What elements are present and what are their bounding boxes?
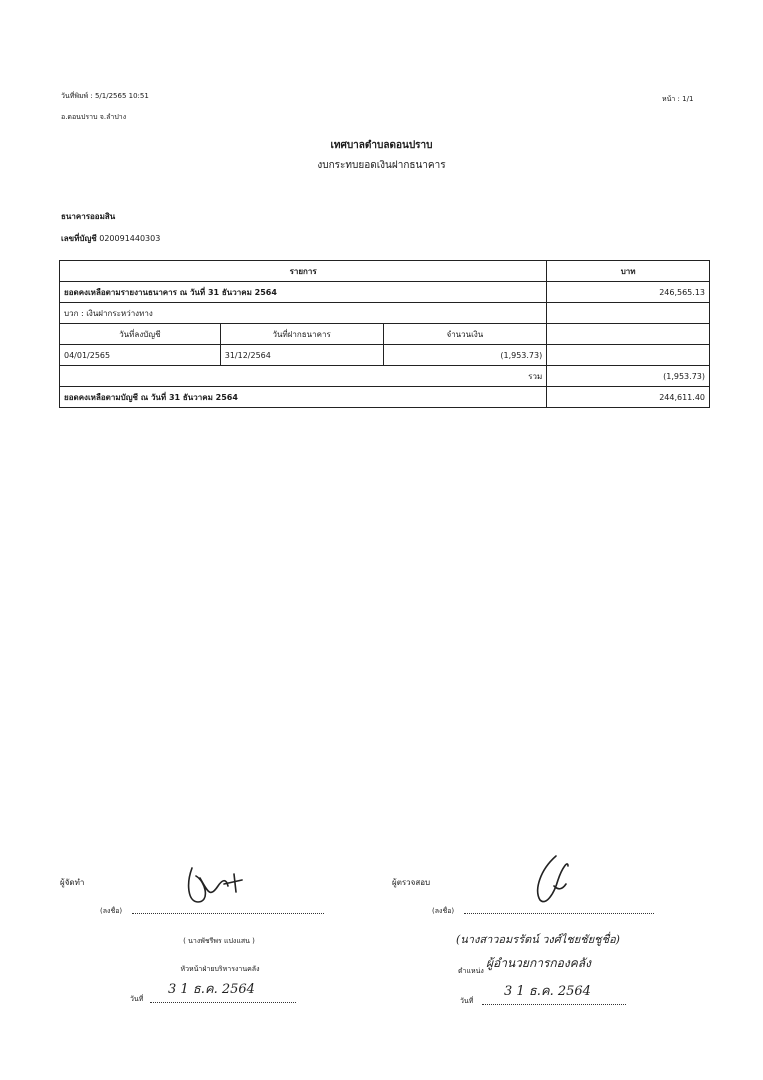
page-subtitle: งบกระทบยอดเงินฝากธนาคาร: [317, 160, 446, 171]
location: อ.ดอนปราบ จ.ลำปาง: [61, 113, 127, 121]
header-baht: บาท: [547, 261, 710, 282]
subheader-posting-date: วันที่ลงบัญชี: [60, 324, 221, 345]
reconciliation-table: [59, 260, 710, 408]
total-label: รวม: [60, 366, 547, 387]
subheader-deposit-date: วันที่ฝากธนาคาร: [220, 324, 383, 345]
total-amount: (1,953.73): [547, 366, 710, 387]
table-header-row: [60, 261, 710, 282]
reviewer-date-prefix: วันที่: [460, 997, 474, 1005]
preparer-date-prefix: วันที่: [130, 995, 144, 1003]
empty-cell: [547, 345, 710, 366]
reviewer-position: ผู้อำนวยการกองคลัง: [486, 956, 591, 970]
section-row: [60, 303, 710, 324]
account-label: เลขที่บัญชี: [61, 234, 97, 243]
closing-amount: 244,611.40: [547, 387, 710, 408]
sub-header-row: [60, 324, 710, 345]
reviewer-position-prefix: ตำแหน่ง: [458, 967, 484, 975]
preparer-sign-line: [132, 913, 324, 914]
deposit-date: 31/12/2564: [220, 345, 383, 366]
reviewer-date: 3 1 ธ.ค. 2564: [504, 984, 591, 999]
preparer-sign-prefix: (ลงชื่อ): [100, 907, 123, 915]
reviewer-signature: [528, 850, 578, 908]
reviewer-date-line: [482, 1004, 626, 1005]
preparer-date: 3 1 ธ.ค. 2564: [168, 982, 255, 997]
header-item: รายการ: [60, 261, 547, 282]
bank-name: ธนาคารออมสิน: [61, 212, 116, 221]
preparer-position: หัวหน้าฝ่ายบริหารงานคลัง: [180, 965, 260, 973]
account-number: 020091440303: [99, 234, 161, 243]
empty-cell: [547, 303, 710, 324]
table-row: [60, 345, 710, 366]
page-number: หน้า : 1/1: [662, 95, 694, 103]
preparer-date-line: [150, 1002, 296, 1003]
closing-label: ยอดคงเหลือตามบัญชี ณ วันที่ 31 ธันวาคม 2564: [60, 387, 547, 408]
row-amount: (1,953.73): [383, 345, 547, 366]
account-line: [61, 232, 160, 245]
opening-balance-row: [60, 282, 710, 303]
preparer-role: ผู้จัดทำ: [60, 878, 85, 887]
opening-amount: 246,565.13: [547, 282, 710, 303]
page-title: เทศบาลตำบลดอนปราบ: [330, 140, 433, 151]
total-row: [60, 366, 710, 387]
posting-date: 04/01/2565: [60, 345, 221, 366]
print-date: วันที่พิมพ์ : 5/1/2565 10:51: [61, 92, 149, 100]
closing-balance-row: [60, 387, 710, 408]
reviewer-sign-prefix: (ลงชื่อ): [432, 907, 455, 915]
reviewer-role: ผู้ตรวจสอบ: [392, 878, 431, 887]
reviewer-name: (นางสาวอมรรัตน์ วงศ์ไชยชัยชูชื่อ): [456, 933, 620, 946]
subheader-amount: จำนวนเงิน: [383, 324, 547, 345]
empty-cell: [547, 324, 710, 345]
opening-label: ยอดคงเหลือตามรายงานธนาคาร ณ วันที่ 31 ธันวาคม 2564: [60, 282, 547, 303]
preparer-name: ( นางพัชรีพร แปงแสน ): [183, 937, 255, 945]
section-label: บวก : เงินฝากระหว่างทาง: [60, 303, 547, 324]
reviewer-sign-line: [464, 913, 654, 914]
preparer-signature: [180, 858, 250, 910]
